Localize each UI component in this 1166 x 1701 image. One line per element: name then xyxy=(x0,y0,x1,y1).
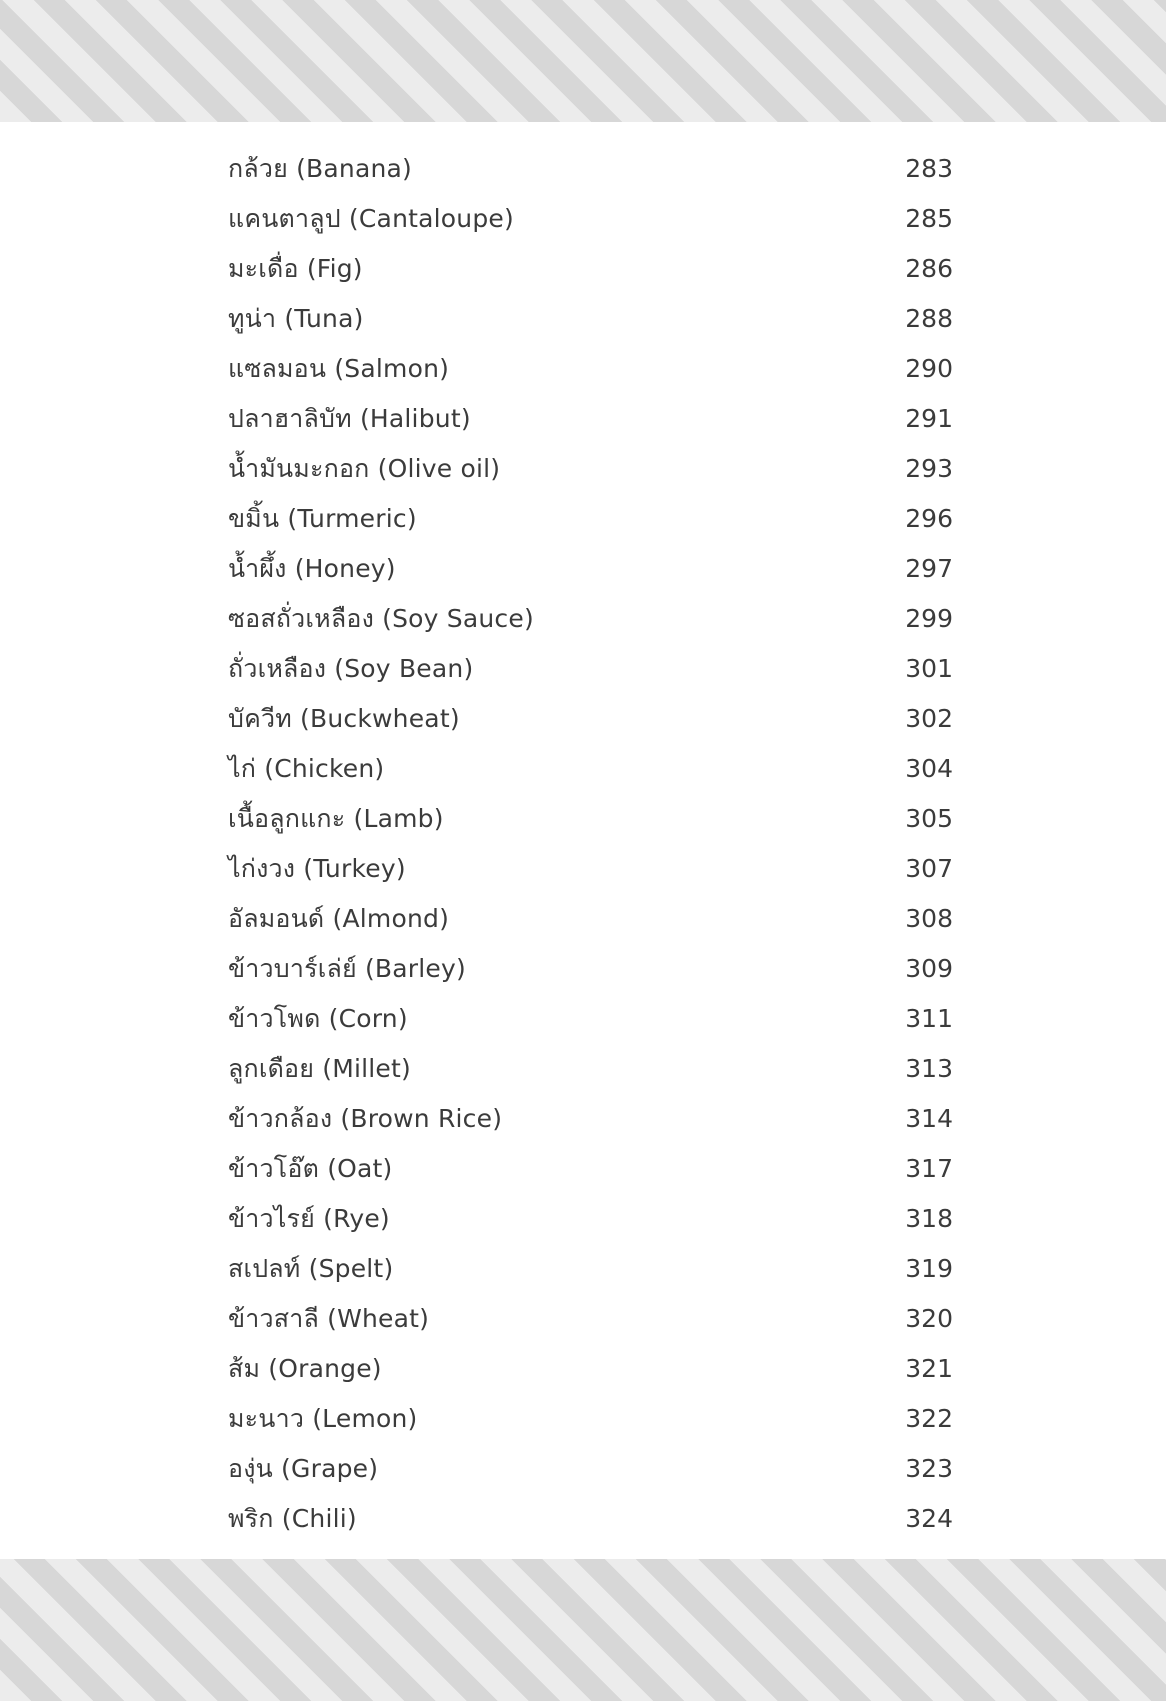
toc-entry xyxy=(228,194,953,244)
toc-entry xyxy=(228,1444,953,1494)
toc-entry xyxy=(228,1294,953,1344)
toc-entry-title: ข้าวบาร์เล่ย์ (Barley) xyxy=(228,954,466,983)
toc-entry-page: 309 xyxy=(905,954,953,983)
toc-entry-page: 285 xyxy=(905,204,953,233)
toc-entry-page: 311 xyxy=(905,1004,953,1033)
toc-entry xyxy=(228,994,953,1044)
toc-entry-title: แคนตาลูป (Cantaloupe) xyxy=(228,204,514,233)
toc-entry xyxy=(228,794,953,844)
toc-entry-title: ข้าวไรย์ (Rye) xyxy=(228,1204,390,1233)
toc-entry-title: อัลมอนด์ (Almond) xyxy=(228,904,450,933)
toc-entry xyxy=(228,694,953,744)
toc-entry-page: 317 xyxy=(905,1154,953,1183)
toc-entry-title: พริก (Chili) xyxy=(228,1504,357,1533)
table-of-contents xyxy=(228,144,953,1544)
toc-entry-title: สเปลท์ (Spelt) xyxy=(228,1254,394,1283)
toc-entry-title: ข้าวโอ๊ต (Oat) xyxy=(228,1154,393,1183)
toc-entry xyxy=(228,744,953,794)
toc-entry-title: ไก่งวง (Turkey) xyxy=(228,854,406,883)
toc-entry-title: เนื้อลูกแกะ (Lamb) xyxy=(228,804,444,833)
toc-entry xyxy=(228,894,953,944)
toc-entry-page: 321 xyxy=(905,1354,953,1383)
toc-entry-title: น้ำผึ้ง (Honey) xyxy=(228,554,396,583)
toc-entry-page: 301 xyxy=(905,654,953,683)
toc-entry-page: 299 xyxy=(905,604,953,633)
toc-entry xyxy=(228,444,953,494)
toc-entry-title: ทูน่า (Tuna) xyxy=(228,304,364,333)
toc-entry-page: 296 xyxy=(905,504,953,533)
toc-entry-title: ซอสถั่วเหลือง (Soy Sauce) xyxy=(228,604,534,633)
toc-entry-page: 304 xyxy=(905,754,953,783)
toc-entry-page: 307 xyxy=(905,854,953,883)
toc-entry xyxy=(228,1094,953,1144)
toc-entry-page: 322 xyxy=(905,1404,953,1433)
toc-entry-page: 324 xyxy=(905,1504,953,1533)
toc-entry xyxy=(228,244,953,294)
toc-entry-page: 318 xyxy=(905,1204,953,1233)
toc-entry-page: 320 xyxy=(905,1304,953,1333)
toc-entry-page: 305 xyxy=(905,804,953,833)
bottom-striped-band xyxy=(0,1559,1166,1701)
toc-entry xyxy=(228,1394,953,1444)
toc-entry xyxy=(228,294,953,344)
toc-entry-title: ขมิ้น (Turmeric) xyxy=(228,504,417,533)
toc-entry-title: ถั่วเหลือง (Soy Bean) xyxy=(228,654,474,683)
toc-entry-title: ส้ม (Orange) xyxy=(228,1354,382,1383)
toc-entry-title: ปลาฮาลิบัท (Halibut) xyxy=(228,404,471,433)
toc-entry-page: 291 xyxy=(905,404,953,433)
toc-entry xyxy=(228,344,953,394)
toc-entry xyxy=(228,1044,953,1094)
toc-entry xyxy=(228,1194,953,1244)
toc-entry-title: ลูกเดือย (Millet) xyxy=(228,1054,411,1083)
toc-entry-page: 293 xyxy=(905,454,953,483)
toc-entry-page: 323 xyxy=(905,1454,953,1483)
toc-entry xyxy=(228,544,953,594)
toc-entry-title: กล้วย (Banana) xyxy=(228,154,412,183)
toc-entry-page: 288 xyxy=(905,304,953,333)
toc-entry xyxy=(228,494,953,544)
toc-entry-title: องุ่น (Grape) xyxy=(228,1454,379,1483)
toc-entry-page: 313 xyxy=(905,1054,953,1083)
toc-entry xyxy=(228,1244,953,1294)
toc-entry-page: 283 xyxy=(905,154,953,183)
toc-entry xyxy=(228,944,953,994)
toc-entry xyxy=(228,1144,953,1194)
toc-entry xyxy=(228,594,953,644)
toc-entry xyxy=(228,1344,953,1394)
toc-entry-title: ข้าวกล้อง (Brown Rice) xyxy=(228,1104,503,1133)
toc-entry-title: บัควีท (Buckwheat) xyxy=(228,704,460,733)
toc-entry-page: 314 xyxy=(905,1104,953,1133)
toc-entry-page: 319 xyxy=(905,1254,953,1283)
toc-entry xyxy=(228,644,953,694)
toc-entry-page: 308 xyxy=(905,904,953,933)
toc-entry-title: ข้าวสาลี (Wheat) xyxy=(228,1304,430,1333)
toc-entry-page: 290 xyxy=(905,354,953,383)
toc-entry xyxy=(228,394,953,444)
toc-entry-page: 286 xyxy=(905,254,953,283)
toc-entry-title: แซลมอน (Salmon) xyxy=(228,354,450,383)
toc-entry-page: 302 xyxy=(905,704,953,733)
toc-entry xyxy=(228,844,953,894)
toc-entry-title: ข้าวโพด (Corn) xyxy=(228,1004,408,1033)
toc-entry-title: มะนาว (Lemon) xyxy=(228,1404,418,1433)
toc-entry xyxy=(228,1494,953,1544)
top-striped-band xyxy=(0,0,1166,122)
toc-entry-title: น้ำมันมะกอก (Olive oil) xyxy=(228,454,501,483)
toc-entry xyxy=(228,144,953,194)
toc-entry-title: มะเดื่อ (Fig) xyxy=(228,254,363,283)
toc-entry-title: ไก่ (Chicken) xyxy=(228,754,385,783)
toc-entry-page: 297 xyxy=(905,554,953,583)
